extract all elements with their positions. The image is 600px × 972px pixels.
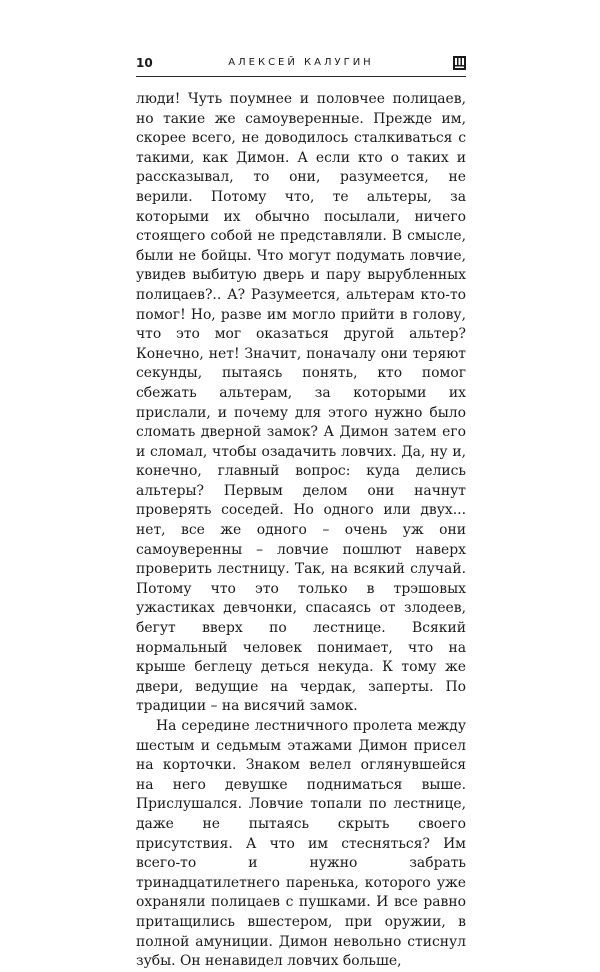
header-divider — [136, 76, 466, 77]
body-text — [136, 90, 466, 972]
paragraph: люди! Чуть поумнее и половчее полицаев, но такие же самоуверенные. Прежде им, скорее всего, не доводилось сталкиваться с такими, как Димон. А если кто о таких и рассказывал, то они, разумеется, не верили. Потому что, те альтеры, за которыми их обычно посылали, ничего стоящего собой не представляли. В смысле, были не бойцы. Что могут подумать ловчие, увидев выбитую дверь и пару вырубленных полицаев?.. А? Разумеется, альтерам кто-то помог! Но, разве им могло прийти в голову, что это мог оказаться другой альтер? Конечно, нет! Значит, поначалу они теряют секунды, пытаясь понять, кто помог сбежать альтерам, за которыми их прислали, и почему для этого нужно было сломать дверной замок? А Димон затем его и сломал, чтобы озадачить ловчих. Да, ну и, конечно, главный вопрос: куда делись альтеры? Первым делом они начнут проверять соседей. Но одного или двух... нет, все же одного – очень уж они самоуверенны – ловчие пошлют наверх проверить лестницу. Так, на всякий случай. Потому что это только в трэшовых ужастиках девчонки, спасаясь от злодеев, бегут вверх по лестнице. Всякий нормальный человек понимает, что на крыше беглецу деться некуда. К тому же двери, ведущие на чердак, заперты. По традиции – на висячий замок. — [136, 91, 466, 715]
publisher-logo-icon — [453, 56, 466, 70]
running-head-author: АЛЕКСЕЙ КАЛУГИН — [228, 57, 374, 68]
paragraph: На середине лестничного пролета между шестым и седьмым этажами Димон присел на корточки. Знаком велел оглянувшейся на него девушке подниматься выше. Прислушался. Ловчие топали по лестнице, даже не пытаясь скрыть своего присутствия. А что им стесняться? Им всего-то и нужно забрать тринадцатилетнего паренька, которого уже охраняли полицаев с пушками. И все равно притащились вшестером, при оружии, в полной амуниции. Димон невольно стиснул зубы. Он ненавидел ловчих больше, — [136, 718, 466, 970]
page-header — [136, 53, 466, 73]
page-number: 10 — [136, 56, 153, 70]
